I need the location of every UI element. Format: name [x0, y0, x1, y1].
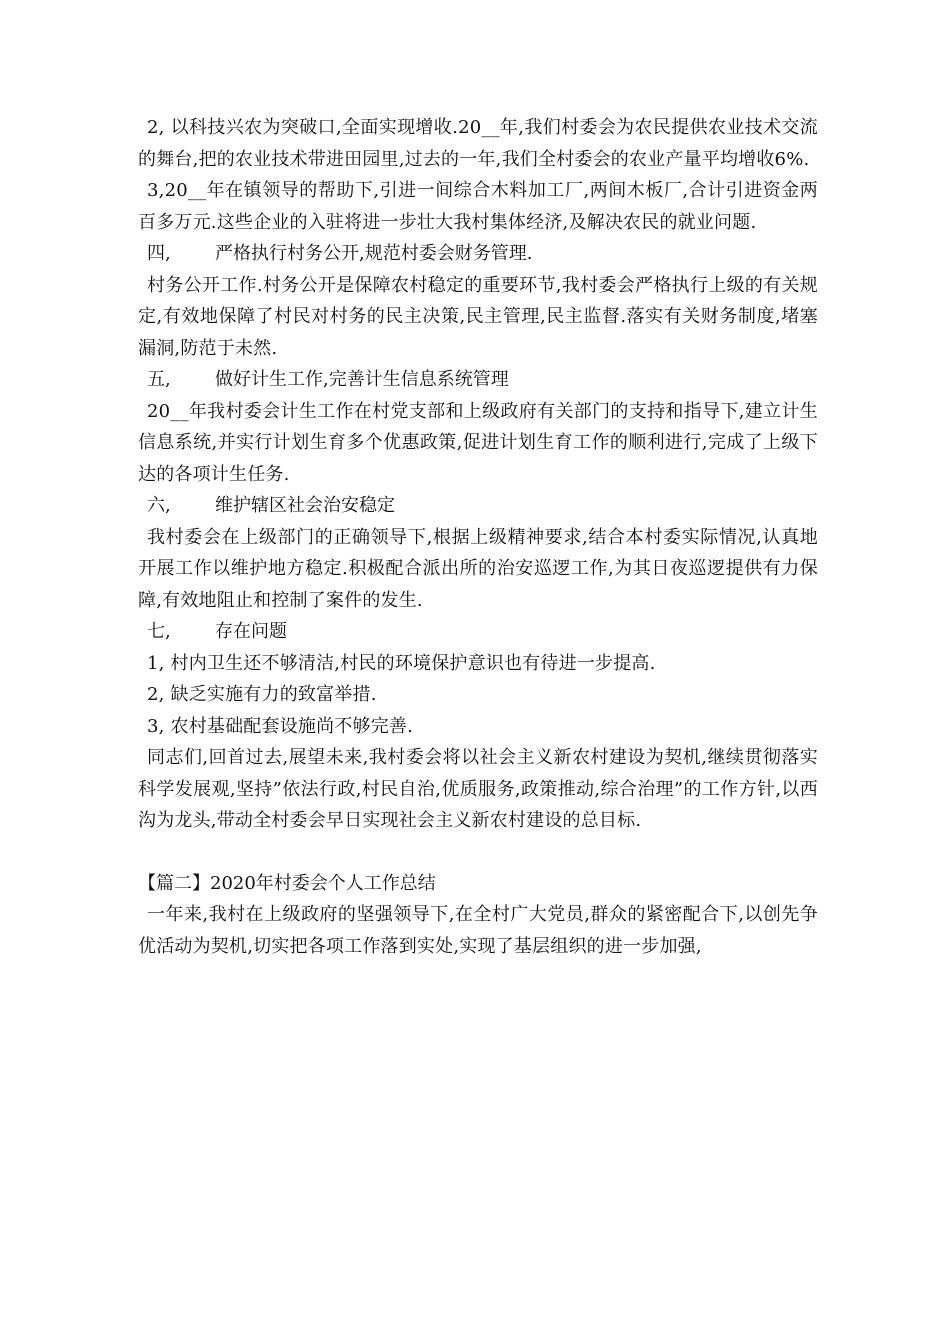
heading-number: 五, — [147, 369, 171, 390]
paragraph-conclusion: 同志们,回首过去,展望未来,我村委会将以社会主义新农村建设为契机,继续贯彻落实科学发展观,坚持”依法行政,村民自治,优质服务,政策推动,综合治理”的工作方针,以西沟为龙头,带动全村委会早日实现社会主义新农村建设的总目标. — [138, 747, 818, 831]
heading-section-6 — [138, 490, 818, 522]
paragraph-factories: 3,20__年在镇领导的帮助下,引进一间综合木料加工厂,两间木板厂,合计引进资金两百多万元.这些企业的入驻将进一步壮大我村集体经济,及解决农民的就业问题. — [138, 180, 818, 233]
heading-section-5 — [138, 364, 818, 396]
paragraph-public-security: 我村委会在上级部门的正确领导下,根据上级精神要求,结合本村委实际情况,认真地开展工作以维护地方稳定.积极配合派出所的治安巡逻工作,为其日夜巡逻提供有力保障,有效地阻止和控制了案件的发生. — [138, 526, 818, 611]
heading-text: 严格执行村务公开,规范村委会财务管理. — [215, 243, 533, 264]
heading-text: 存在问题 — [215, 621, 287, 642]
list-item-issue-3: 3, 农村基础配套设施尚不够完善. — [147, 715, 414, 737]
list-item-issue-2: 2, 缺乏实施有力的致富举措. — [147, 684, 377, 705]
heading-section-7 — [138, 616, 818, 648]
list-item-issue-1: 1, 村内卫生还不够清洁,村民的环境保护意识也有待进一步提高. — [147, 652, 656, 674]
heading-section-4 — [138, 238, 818, 270]
heading-number: 六, — [147, 495, 171, 516]
paragraph-family-planning: 20__年我村委会计生工作在村党支部和上级政府有关部门的支持和指导下,建立计生信息系统,并实行计划生育多个优惠政策,促进计划生育工作的顺利进行,完成了上级下达的各项计生任务. — [138, 400, 818, 485]
paragraph-part-2-intro: 一年来,我村在上级政府的坚强领导下,在全村广大党员,群众的紧密配合下,以创先争优活动为契机,切实把各项工作落到实处,实现了基层组织的进一步加强, — [138, 904, 818, 957]
heading-text: 维护辖区社会治安稳定 — [215, 495, 395, 516]
paragraph-village-affairs: 村务公开工作.村务公开是保障农村稳定的重要环节,我村委会严格执行上级的有关规定,有效地保障了村民对村务的民主决策,民主管理,民主监督.落实有关财务制度,堵塞漏洞,防范于未然. — [138, 274, 818, 359]
heading-text: 做好计生工作,完善计生信息系统管理 — [215, 369, 509, 390]
section-title-part-2: 【篇二】2020年村委会个人工作总结 — [138, 872, 436, 894]
document-page — [138, 112, 818, 962]
heading-number: 七, — [147, 621, 171, 642]
paragraph-agri-tech: 2, 以科技兴农为突破口,全面实现增收.20__年,我们村委会为农民提供农业技术交流的舞台,把的农业技术带进田园里,过去的一年,我们全村委会的农业产量平均增收6%. — [138, 117, 818, 170]
heading-number: 四, — [147, 243, 171, 264]
